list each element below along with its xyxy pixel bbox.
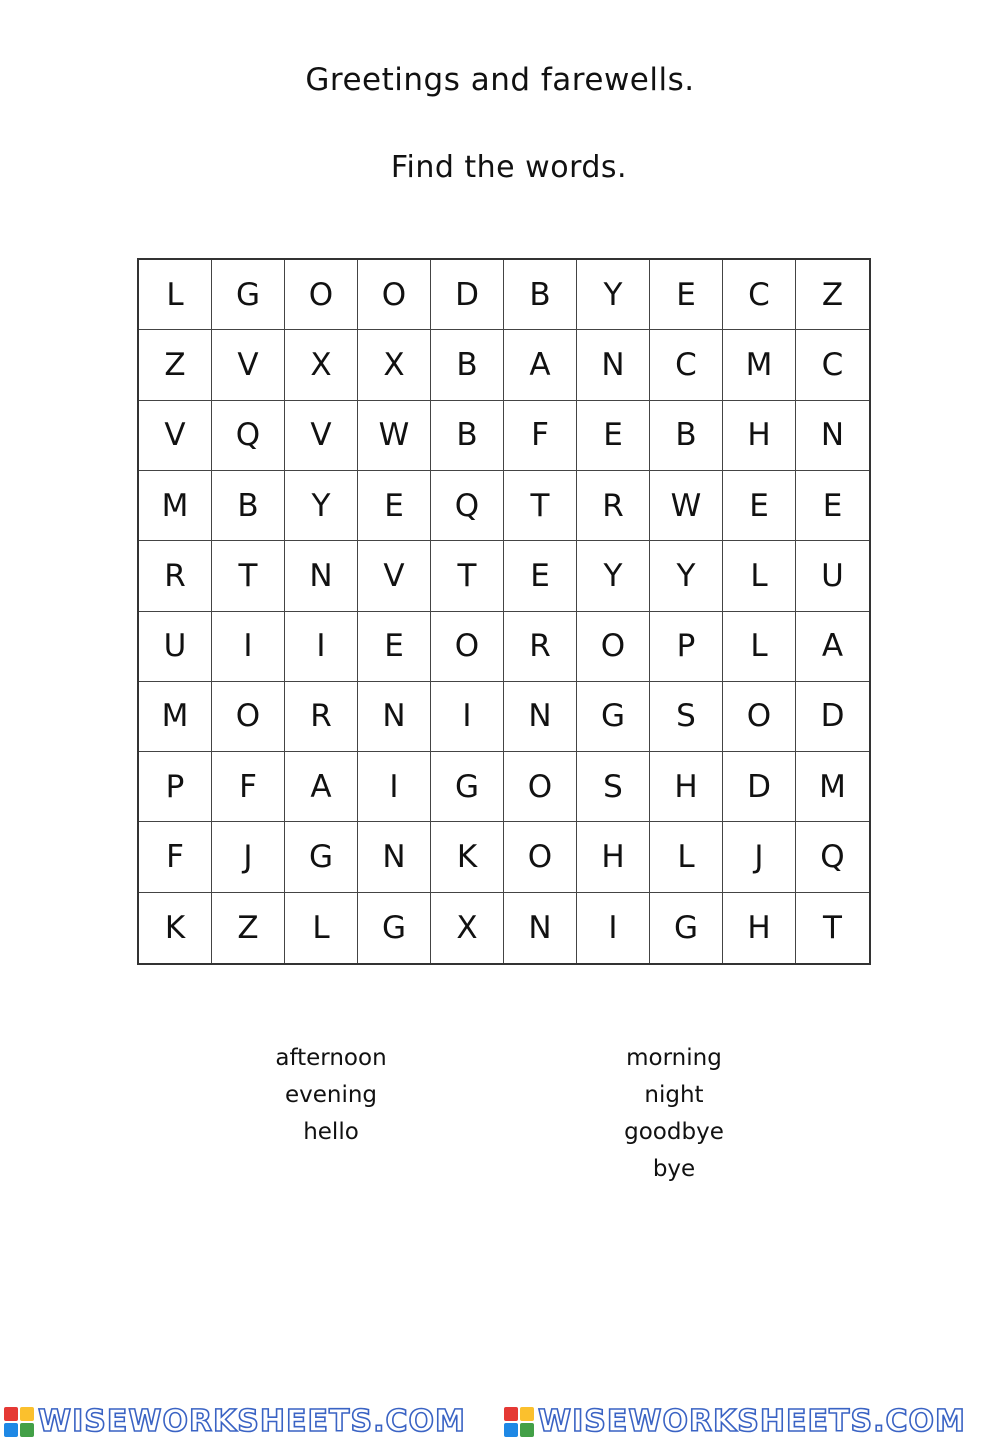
grid-cell[interactable]: U xyxy=(796,541,869,611)
grid-cell[interactable]: G xyxy=(431,752,504,822)
grid-cell[interactable]: M xyxy=(139,471,212,541)
grid-cell[interactable]: K xyxy=(431,822,504,892)
grid-cell[interactable]: N xyxy=(577,330,650,400)
grid-cell[interactable]: S xyxy=(650,682,723,752)
grid-cell[interactable]: Q xyxy=(431,471,504,541)
grid-cell[interactable]: G xyxy=(358,893,431,963)
grid-cell[interactable]: J xyxy=(212,822,285,892)
grid-cell[interactable]: N xyxy=(285,541,358,611)
grid-cell[interactable]: L xyxy=(723,541,796,611)
grid-cell[interactable]: N xyxy=(796,401,869,471)
grid-cell[interactable]: O xyxy=(504,822,577,892)
footer-logo-1 xyxy=(0,1404,500,1439)
grid-cell[interactable]: A xyxy=(285,752,358,822)
grid-cell[interactable]: I xyxy=(358,752,431,822)
grid-cell[interactable]: X xyxy=(285,330,358,400)
grid-cell[interactable]: G xyxy=(212,260,285,330)
word-search-grid xyxy=(137,258,871,965)
grid-cell[interactable]: Y xyxy=(650,541,723,611)
grid-cell[interactable]: K xyxy=(139,893,212,963)
grid-cell[interactable]: F xyxy=(212,752,285,822)
grid-cell[interactable]: Z xyxy=(796,260,869,330)
grid-cell[interactable]: I xyxy=(212,612,285,682)
grid-cell[interactable]: X xyxy=(358,330,431,400)
grid-cell[interactable]: G xyxy=(650,893,723,963)
grid-cell[interactable]: H xyxy=(577,822,650,892)
word-list-left xyxy=(221,1040,441,1151)
footer-watermark xyxy=(0,1403,1000,1440)
grid-cell[interactable]: I xyxy=(431,682,504,752)
grid-cell[interactable]: O xyxy=(358,260,431,330)
footer-logo-2 xyxy=(500,1404,1000,1439)
grid-cell[interactable]: V xyxy=(285,401,358,471)
grid-cell[interactable]: D xyxy=(723,752,796,822)
grid-cell[interactable]: N xyxy=(504,893,577,963)
grid-cell[interactable]: H xyxy=(723,893,796,963)
grid-cell[interactable]: C xyxy=(796,330,869,400)
grid-cell[interactable]: M xyxy=(796,752,869,822)
word-list-item: afternoon xyxy=(275,1045,387,1071)
grid-cell[interactable]: N xyxy=(358,682,431,752)
grid-cell[interactable]: P xyxy=(650,612,723,682)
logo-mark-icon xyxy=(504,1407,534,1437)
grid-cell[interactable]: F xyxy=(139,822,212,892)
grid-cell[interactable]: I xyxy=(577,893,650,963)
logo-text: WISEWORKSHEETS.COM xyxy=(538,1404,966,1439)
grid-cell[interactable]: L xyxy=(723,612,796,682)
grid-cell[interactable]: V xyxy=(212,330,285,400)
grid-cell[interactable]: E xyxy=(358,612,431,682)
grid-cell[interactable]: B xyxy=(431,401,504,471)
grid-cell[interactable]: U xyxy=(139,612,212,682)
word-list-item: morning xyxy=(626,1045,722,1071)
grid-cell[interactable]: A xyxy=(504,330,577,400)
grid-cell[interactable]: H xyxy=(650,752,723,822)
grid-cell[interactable]: V xyxy=(139,401,212,471)
grid-cell[interactable]: T xyxy=(823,909,842,946)
grid-cell[interactable]: E xyxy=(796,471,869,541)
word-list-right xyxy=(564,1040,784,1188)
grid-cell[interactable]: O xyxy=(212,682,285,752)
grid-cell[interactable]: T xyxy=(504,471,577,541)
grid-cell[interactable]: E xyxy=(577,401,650,471)
grid-cell[interactable]: N xyxy=(358,822,431,892)
grid-cell[interactable]: O xyxy=(504,752,577,822)
grid-cell[interactable]: L xyxy=(650,822,723,892)
grid-cell[interactable]: B xyxy=(650,401,723,471)
word-list-item: bye xyxy=(652,1156,696,1182)
grid-cell[interactable]: G xyxy=(577,682,650,752)
grid-cell[interactable]: O xyxy=(431,612,504,682)
worksheet-instruction: Find the words. xyxy=(390,150,628,185)
grid-cell[interactable]: B xyxy=(504,260,577,330)
grid-cell[interactable]: R xyxy=(577,471,650,541)
grid-cell[interactable]: V xyxy=(358,541,431,611)
grid-cell[interactable]: Q xyxy=(212,401,285,471)
grid-cell[interactable]: W xyxy=(358,401,431,471)
grid-cell[interactable]: R xyxy=(285,682,358,752)
grid-cell[interactable]: R xyxy=(139,541,212,611)
grid-cell[interactable]: O xyxy=(285,260,358,330)
grid-cell[interactable]: D xyxy=(431,260,504,330)
grid-cell[interactable]: O xyxy=(577,612,650,682)
grid-cell[interactable]: L xyxy=(139,260,212,330)
word-list-item: goodbye xyxy=(624,1119,724,1145)
grid-cell[interactable]: E xyxy=(358,471,431,541)
grid-cell[interactable]: O xyxy=(723,682,796,752)
grid-cell[interactable]: M xyxy=(139,682,212,752)
grid-cell[interactable]: F xyxy=(504,401,577,471)
grid-cell[interactable]: C xyxy=(650,330,723,400)
grid-cell[interactable]: E xyxy=(650,260,723,330)
grid-cell[interactable]: J xyxy=(723,822,796,892)
logo-text: WISEWORKSHEETS.COM xyxy=(38,1404,466,1439)
grid-cell[interactable]: C xyxy=(723,260,796,330)
word-list-item: night xyxy=(644,1082,704,1108)
word-list-item: evening xyxy=(284,1082,378,1108)
grid-cell[interactable]: L xyxy=(285,893,358,963)
grid-cell[interactable]: A xyxy=(796,612,869,682)
grid-cell[interactable]: M xyxy=(723,330,796,400)
grid-cell[interactable]: Y xyxy=(285,471,358,541)
grid-cell[interactable]: D xyxy=(796,682,869,752)
grid-cell[interactable]: P xyxy=(139,752,212,822)
worksheet-title: Greetings and farewells. xyxy=(305,62,695,98)
grid-cell[interactable]: Y xyxy=(577,260,650,330)
word-list-item: hello xyxy=(303,1119,359,1145)
grid-cell[interactable]: W xyxy=(650,471,723,541)
grid-cell[interactable]: G xyxy=(285,822,358,892)
grid-cell[interactable]: Z xyxy=(212,893,285,963)
grid-cell[interactable]: Y xyxy=(577,541,650,611)
grid-cell[interactable]: S xyxy=(577,752,650,822)
grid-cell[interactable]: E xyxy=(723,471,796,541)
grid-cell[interactable]: E xyxy=(504,541,577,611)
grid-cell[interactable]: T xyxy=(212,541,285,611)
grid-cell[interactable]: Z xyxy=(139,330,212,400)
grid-cell[interactable]: T xyxy=(431,541,504,611)
grid-cell[interactable]: Q xyxy=(796,822,869,892)
grid-cell[interactable]: N xyxy=(504,682,577,752)
grid-cell[interactable]: B xyxy=(212,471,285,541)
grid-cell[interactable]: X xyxy=(431,893,504,963)
grid-cell[interactable]: I xyxy=(285,612,358,682)
grid-cell[interactable]: R xyxy=(504,612,577,682)
grid-cell[interactable]: B xyxy=(431,330,504,400)
logo-mark-icon xyxy=(4,1407,34,1437)
grid-cell[interactable]: H xyxy=(723,401,796,471)
